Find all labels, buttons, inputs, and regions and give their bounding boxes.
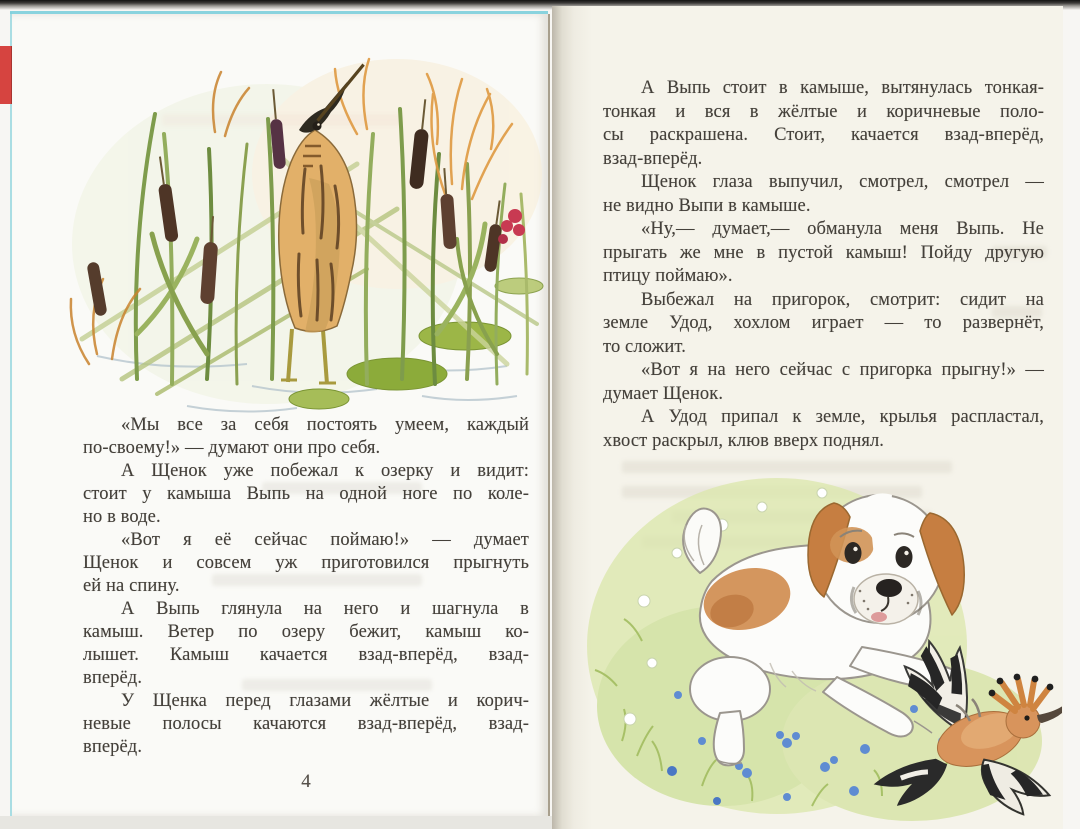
- text-line: Выбежал на пригорок, смотрит: сидит на: [641, 289, 1044, 310]
- text-line: по-своему!» — думают они про себя.: [83, 438, 381, 458]
- text-line: А Щенок уже побежал к озерку и видит:: [121, 461, 529, 481]
- text-line: стоит у камыша Выпь на одной ноге по коле-: [83, 484, 529, 504]
- text-line: но в воде.: [83, 507, 161, 527]
- left-page: [12, 14, 550, 816]
- text-line: птицу поймаю».: [603, 266, 733, 286]
- text-line: думает Щенок.: [603, 383, 724, 404]
- text-line: то сложит.: [603, 336, 686, 357]
- text-line: невые полосы качаются взад-вперёд, взад-: [83, 714, 529, 734]
- bittern-illustration: [67, 34, 552, 419]
- text-line: лышет. Камыш качается взад-вперёд, взад-: [83, 645, 529, 665]
- text-line: взад-вперёд.: [603, 148, 703, 169]
- text-line: не видно Выпи в камыше.: [603, 195, 811, 216]
- text-line: Щенок и совсем уж приготовился прыгнуть: [83, 553, 529, 573]
- text-line: А Выпь стоит в камыше, вытянулась тонкая-: [641, 78, 1044, 98]
- text-line: «Вот я на него сейчас с пригорка прыгну!» —: [641, 360, 1044, 380]
- left-page-text: [83, 414, 529, 759]
- text-line: тонкая и вся в жёлтые и коричневые поло-: [603, 101, 1044, 122]
- right-page-text: [603, 77, 1044, 453]
- scan-bottom-edge: [0, 816, 556, 829]
- text-line: А Удод припал к земле, крылья распластал,: [641, 407, 1044, 427]
- text-line: Щенок глаза выпучил, смотрел, смотрел —: [641, 172, 1044, 192]
- text-line: «Вот я её сейчас поймаю!» — думает: [121, 530, 529, 550]
- text-line: вперёд.: [83, 737, 143, 757]
- text-line: прыгать же мне в пустой камыш! Пойду другую: [603, 242, 1044, 263]
- text-line: вперёд.: [83, 668, 143, 688]
- text-line: У Щенка перед глазами жёлтые и корич-: [121, 691, 529, 711]
- text-line: ей на спину.: [83, 576, 180, 596]
- text-line: земле Удод, хохлом играет — то развернёт,: [603, 313, 1044, 333]
- page-number: 4: [301, 771, 311, 792]
- text-line: А Выпь глянула на него и шагнула в: [121, 599, 529, 619]
- text-line: хвост раскрыл, клюв вверх поднял.: [603, 430, 885, 451]
- text-line: камыш. Ветер по озеру бежит, камыш ко-: [83, 622, 529, 642]
- text-line: «Мы все за себя постоять умеем, каждый: [121, 415, 529, 435]
- right-page: [552, 6, 1063, 829]
- text-line: сы раскрашена. Стоит, качается взад-вперёд,: [603, 125, 1044, 145]
- puppy-hoopoe-illustration: [582, 441, 1062, 827]
- text-line: «Ну,— думает,— обманула меня Выпь. Не: [641, 219, 1044, 239]
